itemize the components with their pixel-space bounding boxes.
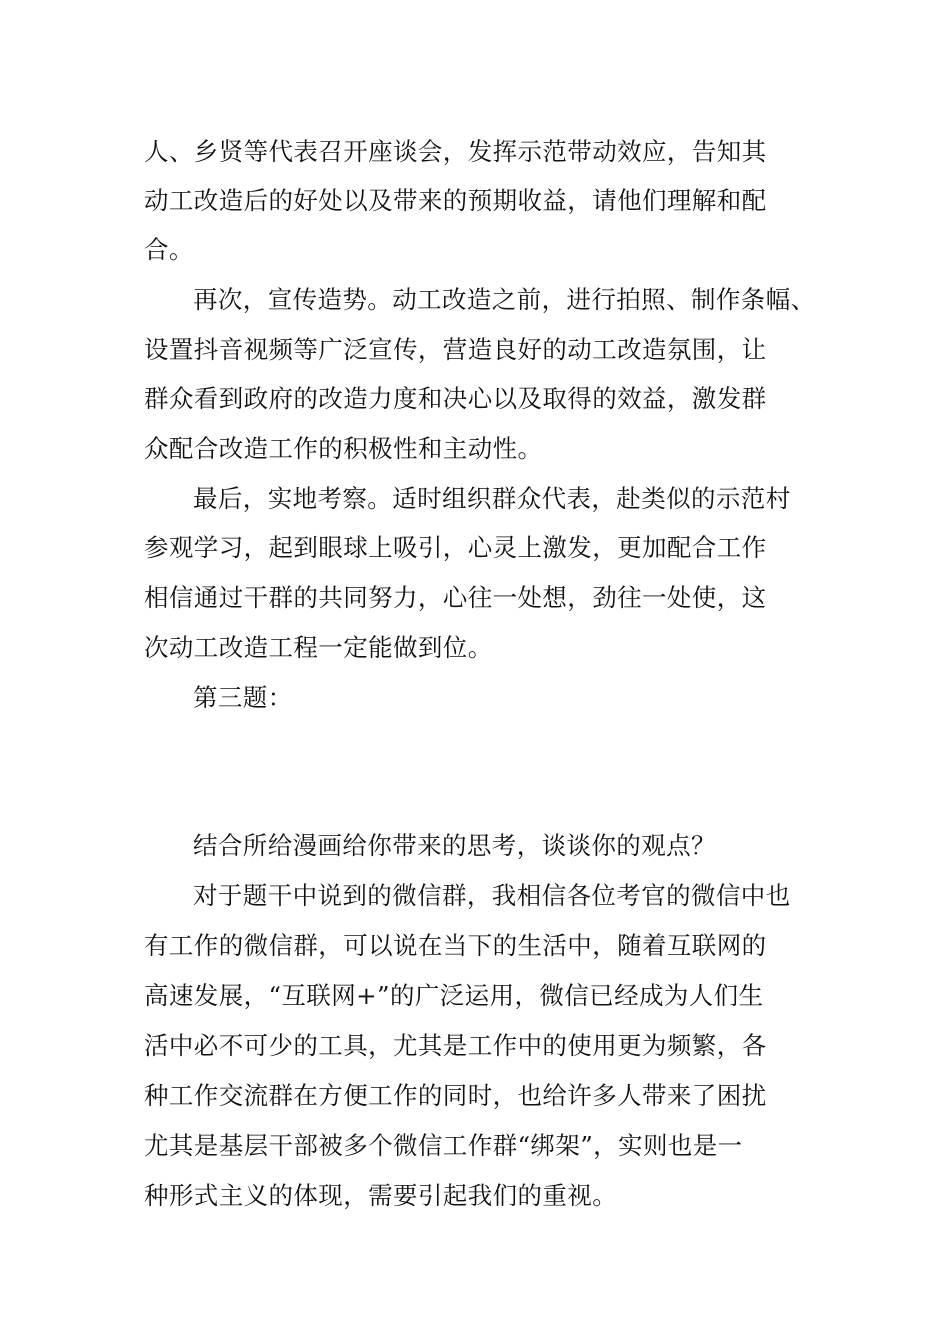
text-line: 最后，实地考察。适时组织群众代表，赴类似的示范村 bbox=[193, 484, 791, 513]
text-line: 对于题干中说到的微信群，我相信各位考官的微信中也 bbox=[193, 881, 791, 910]
text-line: 众配合改造工作的积极性和主动性。 bbox=[144, 434, 543, 463]
text-line: 合。 bbox=[144, 235, 194, 264]
section-heading: 第三题： bbox=[193, 683, 293, 712]
text-line: 高速发展，“互联网+”的广泛运用，微信已经成为人们生 bbox=[144, 981, 764, 1010]
text-line: 次动工改造工程一定能做到位。 bbox=[144, 633, 493, 662]
text-line: 设置抖音视频等广泛宣传，营造良好的动工改造氛围，让 bbox=[144, 335, 767, 364]
question-text: 结合所给漫画给你带来的思考，谈谈你的观点？ bbox=[193, 831, 716, 860]
text-line: 人、乡贤等代表召开座谈会，发挥示范带动效应，告知其 bbox=[144, 137, 767, 166]
text-line: 活中必不可少的工具，尤其是工作中的使用更为频繁，各 bbox=[144, 1031, 767, 1060]
text-line: 相信通过干群的共同努力，心往一处想，劲往一处使，这 bbox=[144, 583, 767, 612]
text-line: 种工作交流群在方便工作的同时，也给许多人带来了困扰 bbox=[144, 1081, 767, 1110]
text-line: 种形式主义的体现，需要引起我们的重视。 bbox=[144, 1181, 618, 1210]
text-line: 动工改造后的好处以及带来的预期收益，请他们理解和配 bbox=[144, 186, 767, 215]
text-line: 参观学习，起到眼球上吸引，心灵上激发，更加配合工作 bbox=[144, 533, 767, 562]
text-line: 再次，宣传造势。动工改造之前，进行拍照、制作条幅、 bbox=[193, 285, 816, 314]
text-line: 尤其是基层干部被多个微信工作群“绑架”，实则也是一 bbox=[144, 1131, 743, 1160]
text-line: 群众看到政府的改造力度和决心以及取得的效益，激发群 bbox=[144, 384, 767, 413]
text-line: 有工作的微信群，可以说在当下的生活中，随着互联网的 bbox=[144, 931, 767, 960]
